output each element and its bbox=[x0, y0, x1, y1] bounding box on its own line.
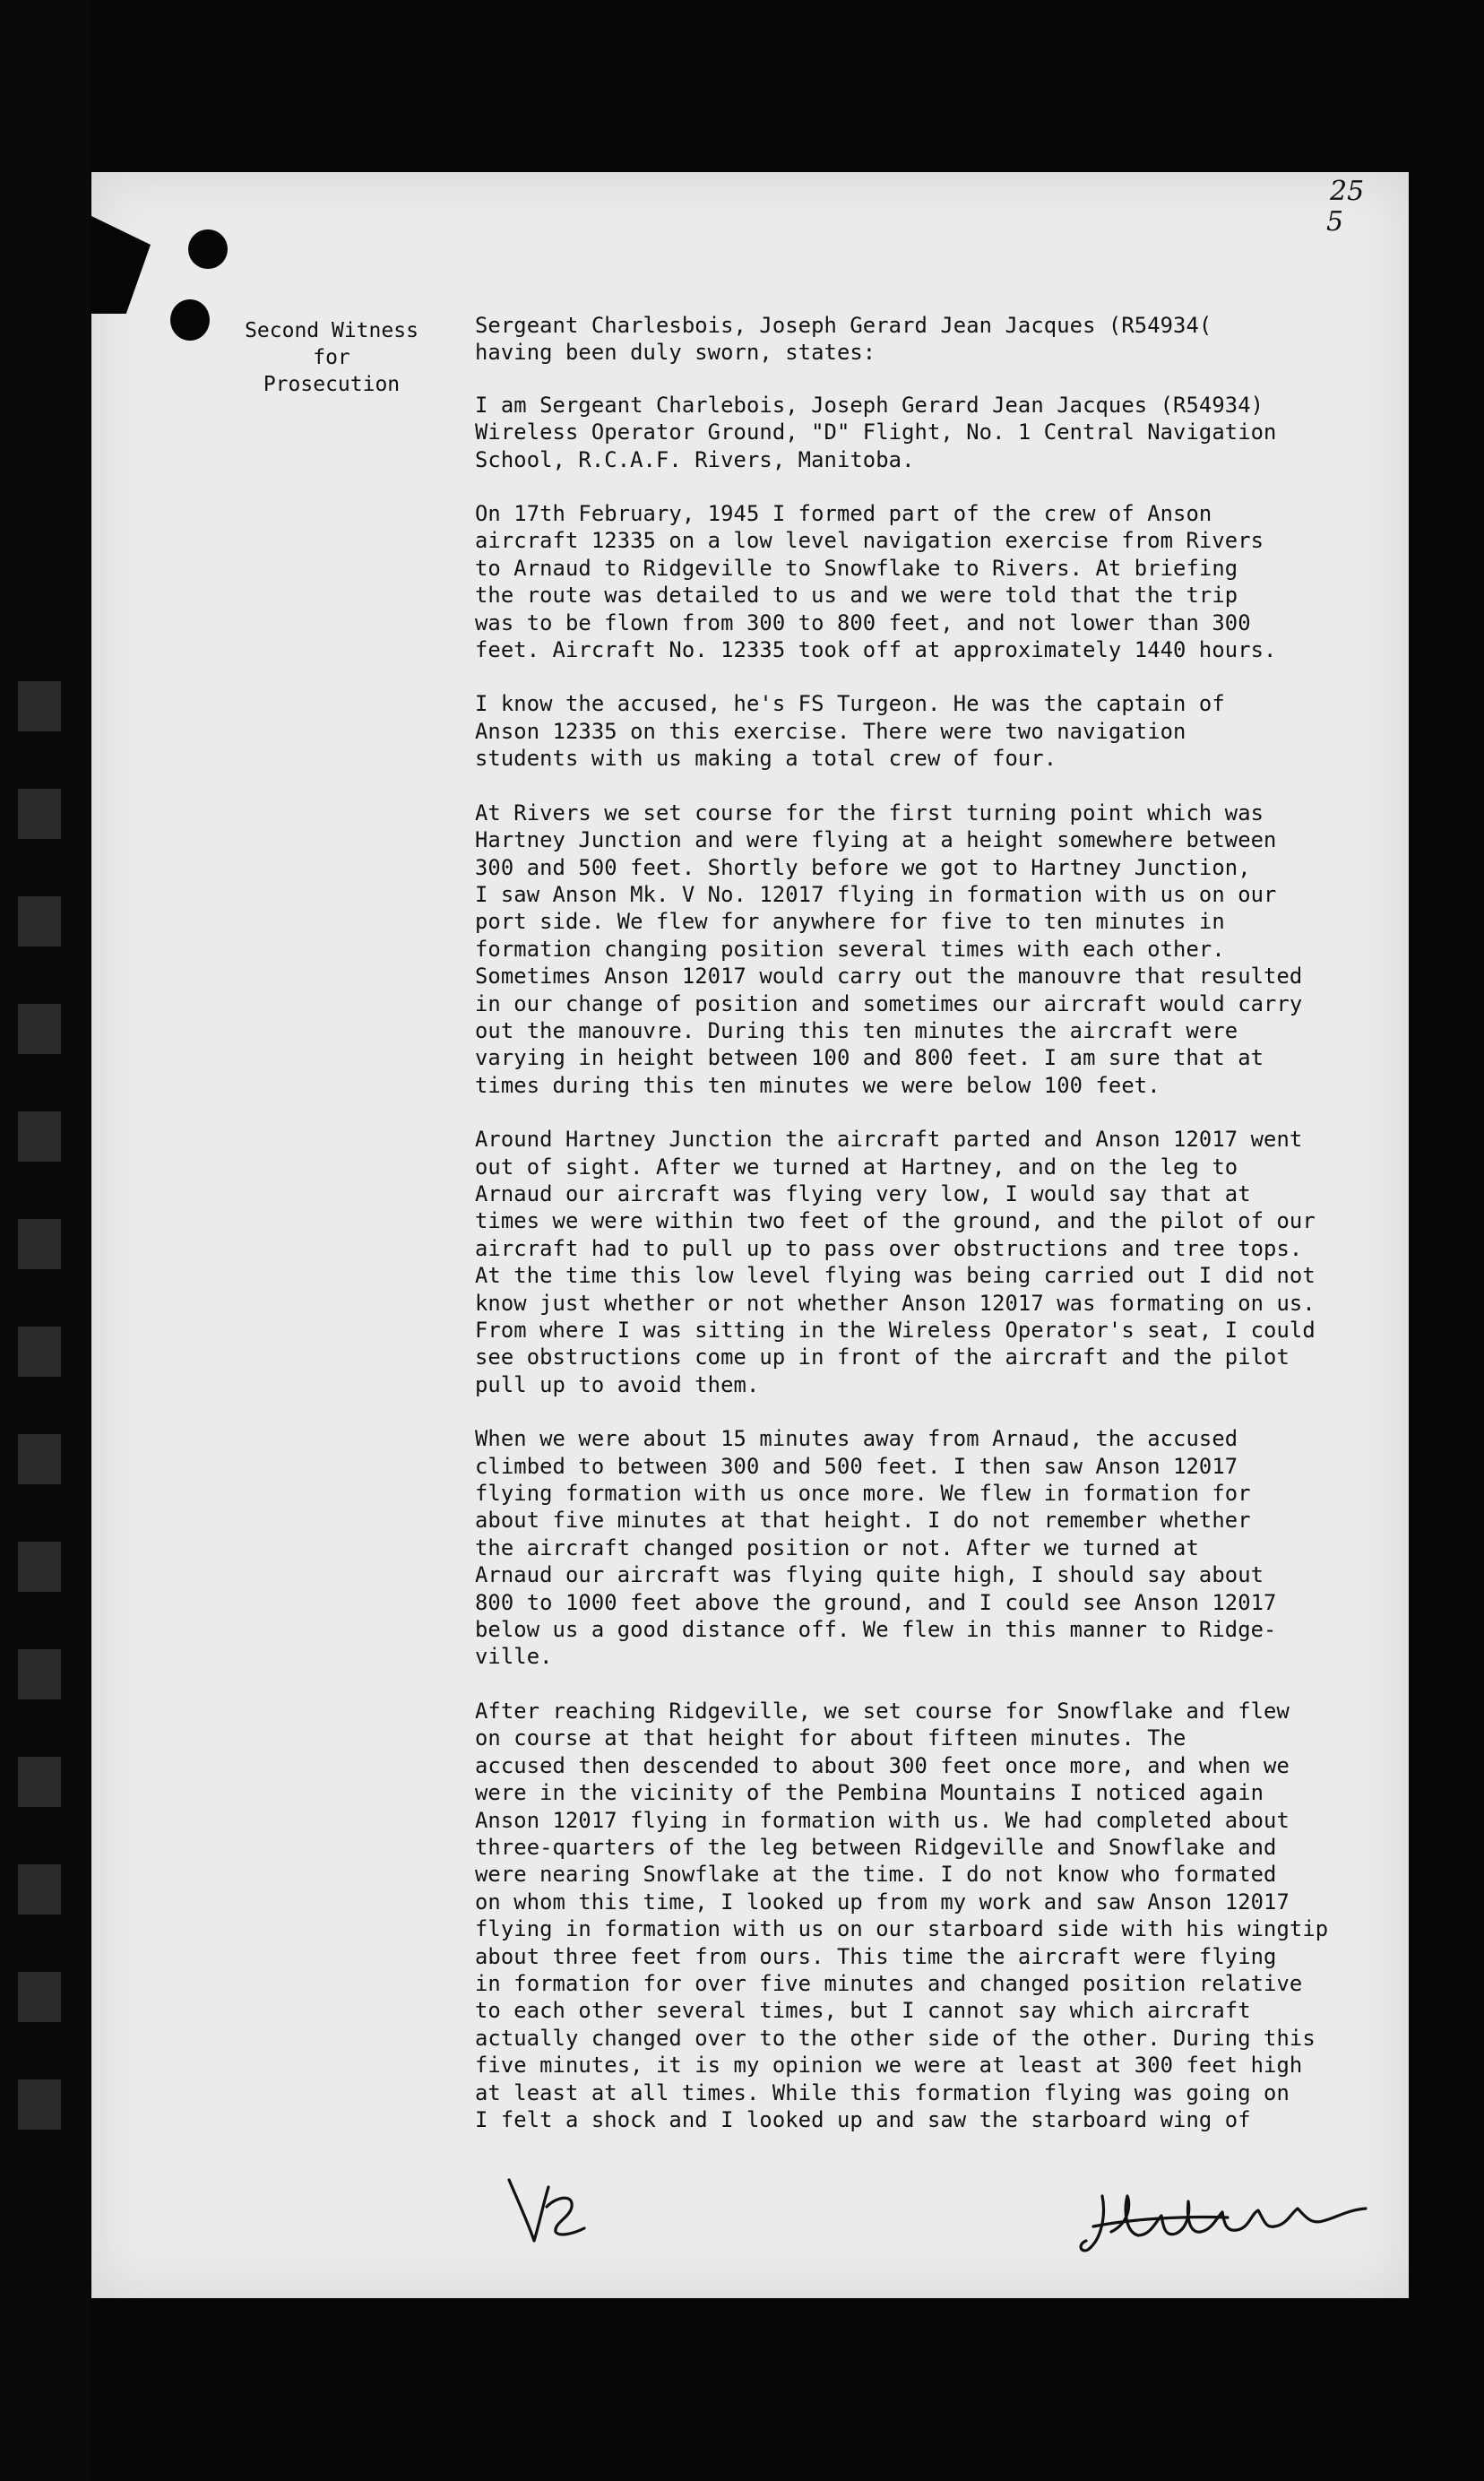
paragraph: I am Sergeant Charlebois, Joseph Gerard Jean Jacques (R54934) Wireless Operator Ground, "D" Flight, No. 1 Central Navigation School, R.C.A.F. Rivers, Manitoba. bbox=[475, 392, 1277, 472]
film-notch bbox=[18, 1649, 61, 1699]
punch-hole bbox=[188, 229, 228, 269]
paragraph: When we were about 15 minutes away from Arnaud, the accused climbed to between 300 and 500 feet. I then saw Anson 12017 flying formation with us once more. We flew in formation for about five minutes at that height. I do not remember whether the aircraft changed position or not. After we turned at Arnaud our aircraft was flying quite high, I should say about 800 to 1000 feet above the ground, and I could see Anson 12017 below us a good distance off. We flew in this manner to Ridge- ville. bbox=[475, 1426, 1277, 1670]
film-notch bbox=[18, 1972, 61, 2022]
film-notch bbox=[18, 1111, 61, 1162]
film-notch bbox=[18, 1327, 61, 1377]
witness-signature bbox=[1075, 2169, 1380, 2268]
testimony-body bbox=[475, 312, 1380, 2160]
film-notch bbox=[18, 1864, 61, 1915]
film-notch bbox=[18, 2079, 61, 2130]
film-notch bbox=[18, 896, 61, 947]
paragraph: On 17th February, 1945 I formed part of the crew of Anson aircraft 12335 on a low level navigation exercise from Rivers to Arnaud to Ridgeville to Snowflake to Rivers. At briefing the route was detailed to us and we were told that the trip was to be flown from 300 to 800 feet, and not lower than 300 feet. Aircraft No. 12335 took off at approximately 1440 hours. bbox=[475, 501, 1277, 663]
paragraph: Around Hartney Junction the aircraft parted and Anson 12017 went out of sight. After we turned at Hartney, and on the leg to Arnaud our aircraft was flying very low, I would say that at times we were within two feet of the ground, and the pilot of our aircraft had to pull up to pass over obstructions and tree tops. At the time this low level flying was being carried out I did not know just whether or not whether Anson 12017 was formating on us. From where I was sitting in the Wireless Operator's seat, I could see obstructions come up in front of the aircraft and the pilot pull up to avoid them. bbox=[475, 1127, 1316, 1397]
film-notch bbox=[18, 1004, 61, 1054]
film-notch bbox=[18, 789, 61, 839]
punch-hole bbox=[170, 299, 210, 341]
film-notch bbox=[18, 1542, 61, 1592]
page-subnumber: 5 bbox=[1326, 206, 1344, 238]
film-notch bbox=[18, 1434, 61, 1484]
initials-signature bbox=[502, 2160, 591, 2259]
page-number: 25 bbox=[1330, 176, 1365, 207]
film-notch bbox=[18, 1757, 61, 1807]
paragraph: I know the accused, he's FS Turgeon. He was the captain of Anson 12335 on this exercise. There were two navigation students with us making a total crew of four. bbox=[475, 691, 1225, 772]
film-notch bbox=[18, 681, 61, 731]
paragraph: After reaching Ridgeville, we set course for Snowflake and flew on course at that height for about fifteen minutes. The accused then descended to about 300 feet once more, and when we were in the vicinity of the Pembina Mountains I noticed again Anson 12017 flying in formation with us. We had completed about three-quarters of the leg between Ridgeville and Snowflake and were nearing Snowflake at the time. I do not know who formated on whom this time, I looked up from my work and saw Anson 12017 flying in formation with us on our starboard side with his wingtip about three feet from ours. This time the aircraft were flying in formation for over five minutes and changed position relative to each other several times, but I cannot say which aircraft actually changed over to the other side of the other. During this five minutes, it is my opinion we were at least at 300 feet high at least at all times. While this formation flying was going on I felt a shock and I looked up and saw the starboard wing of bbox=[475, 1698, 1329, 2132]
film-notch bbox=[18, 1219, 61, 1269]
paragraph: Sergeant Charlesbois, Joseph Gerard Jean Jacques (R54934( having been duly sworn, states: bbox=[475, 313, 1212, 366]
witness-label: Second Witness for Prosecution bbox=[245, 319, 418, 396]
paragraph: At Rivers we set course for the first turning point which was Hartney Junction and were flying at a height somewhere between 300 and 500 feet. Shortly before we got to Hartney Junction, I saw Anson Mk. V No. 12017 flying in formation with us on our port side. We flew for anywhere for five to ten minutes in formation changing position several times with each other. Sometimes Anson 12017 would carry out the manouvre that resulted in our change of position and sometimes our aircraft would carry out the manouvre. During this ten minutes the aircraft were varying in height between 100 and 800 feet. I am sure that at times during this ten minutes we were below 100 feet. bbox=[475, 800, 1303, 1098]
film-strip-border bbox=[0, 0, 90, 2481]
